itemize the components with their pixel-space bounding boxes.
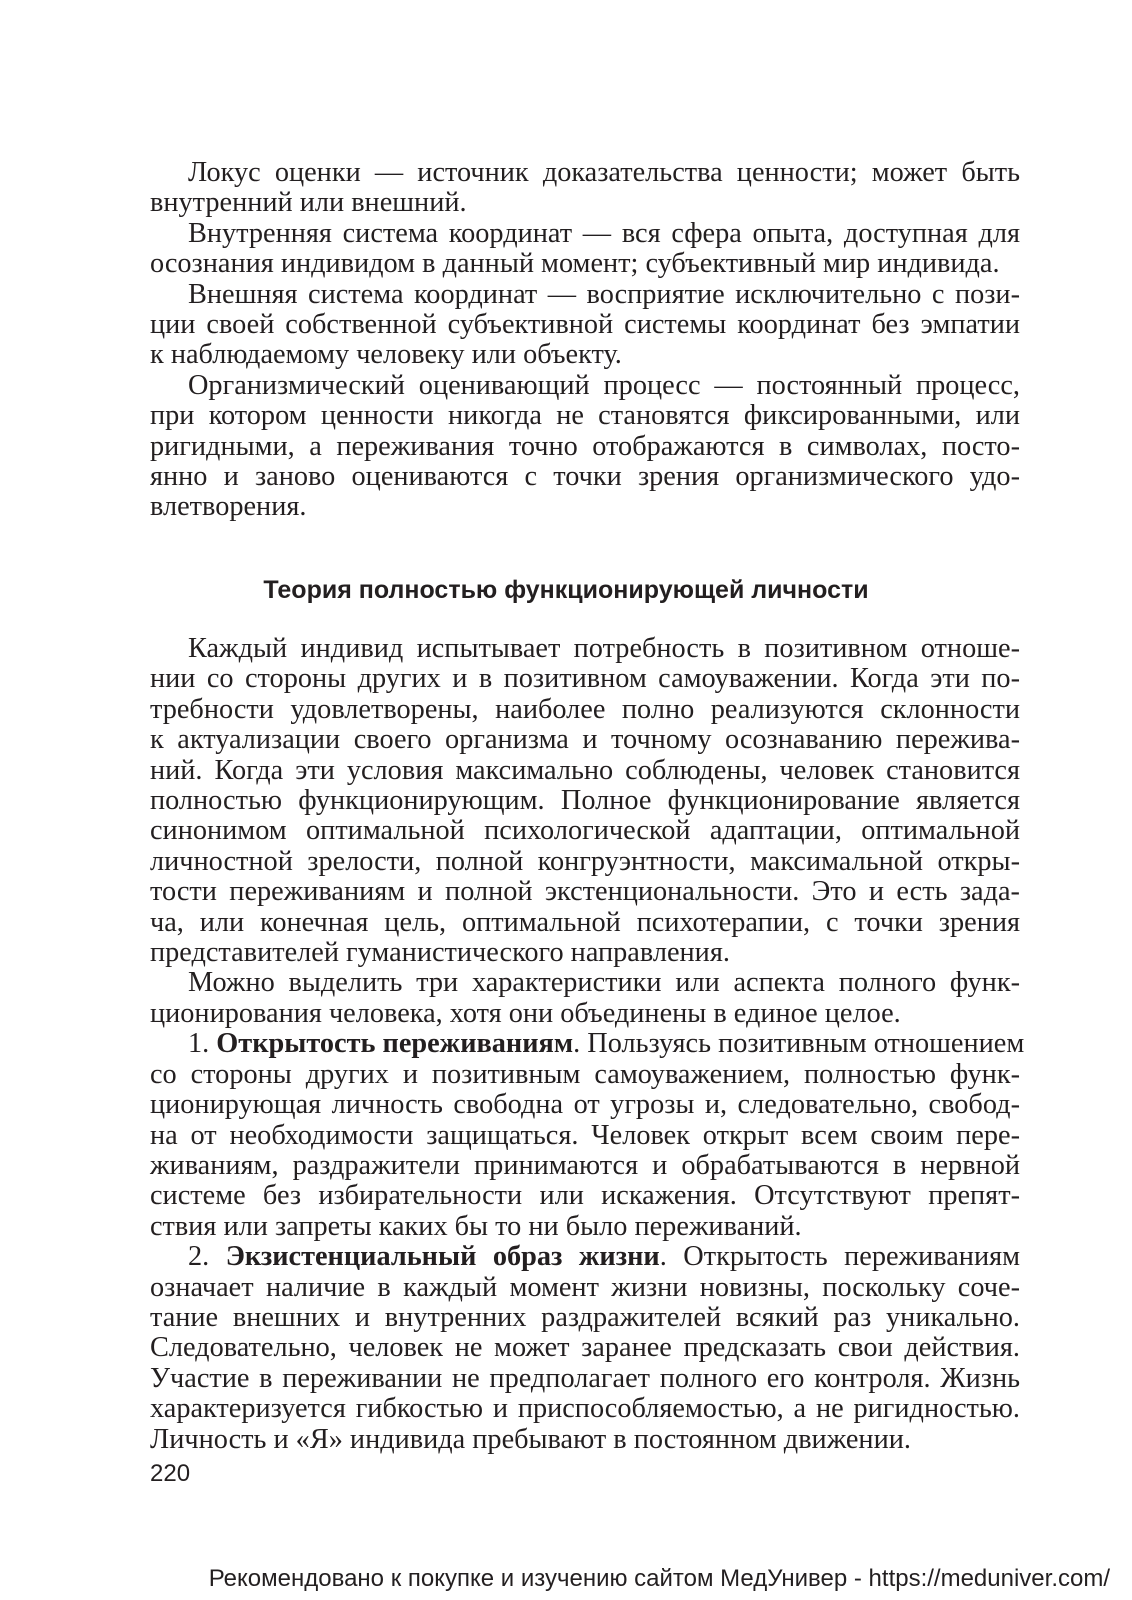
text-line: личностной зрелости, полной конгруэнтности, максимальной откры- bbox=[150, 845, 1020, 877]
text-line: характеризуется гибкостью и приспособляемостью, а не ригидностью. bbox=[150, 1393, 1020, 1425]
text-line: ционирующая личность свободна от угрозы и, следовательно, свобод- bbox=[150, 1089, 1020, 1121]
text-line: влетворения. bbox=[150, 491, 307, 523]
text-line: Организмический оценивающий процесс — постоянный процесс, bbox=[188, 369, 1020, 401]
page-number: 220 bbox=[150, 1460, 191, 1487]
text-line: представителей гуманистического направления. bbox=[150, 937, 730, 969]
intro-paragraph bbox=[150, 158, 1020, 219]
text-line: Можно выделить три характеристики или аспекта полного функ- bbox=[188, 967, 1020, 999]
text-line: Внешняя система координат — восприятие исключительно с пози- bbox=[188, 278, 1020, 310]
text-line: Следовательно, человек не может заранее предсказать свои действия. bbox=[150, 1332, 1020, 1364]
text-line bbox=[150, 1028, 1025, 1060]
text-line: Каждый индивид испытывает потребность в позитивном отноше- bbox=[188, 633, 1020, 664]
text-line: синонимом оптимальной психологической адаптации, оптимальной bbox=[150, 815, 1020, 847]
section-heading: Теория полностью функционирующей личности bbox=[263, 576, 869, 604]
intro-paragraph bbox=[150, 371, 1020, 523]
list-item-2 bbox=[150, 1242, 1020, 1455]
text-line: нии со стороны других и в позитивном самоуважении. Когда эти по- bbox=[150, 663, 1020, 695]
text-line: Личность и «Я» индивида пребывают в постоянном движении. bbox=[150, 1423, 911, 1455]
text-block-intro bbox=[150, 158, 1020, 523]
text-line: ционирования человека, хотя они объединены в единое целое. bbox=[150, 997, 901, 1029]
intro-paragraph bbox=[150, 280, 1020, 371]
text-line: внутренний или внешний. bbox=[150, 187, 467, 219]
text-line: полностью функционирующим. Полное функционирование является bbox=[150, 785, 1020, 817]
text-line: живаниям, раздражители принимаются и обрабатываются в нервной bbox=[150, 1149, 1020, 1181]
text-line: ции своей собственной субъективной системы координат без эмпатии bbox=[150, 309, 1020, 341]
item-title-rest: . Открытость переживаниям bbox=[659, 1241, 1021, 1273]
item-title: Открытость переживаниям bbox=[216, 1028, 574, 1060]
text-line: Участие в переживании не предполагает полного его контроля. Жизнь bbox=[150, 1362, 1020, 1394]
text-line: Внутренняя система координат — вся сфера опыта, доступная для bbox=[188, 217, 1020, 249]
body-paragraph bbox=[150, 968, 1020, 1029]
text-line: янно и заново оцениваются с точки зрения организмического удо- bbox=[150, 461, 1020, 493]
text-line: ча, или конечная цель, оптимальной психотерапии, с точки зрения bbox=[150, 906, 1020, 938]
text-line: к наблюдаемому человеку или объекту. bbox=[150, 339, 622, 371]
text-line bbox=[150, 1242, 1020, 1272]
body-paragraph bbox=[150, 634, 1020, 968]
item-number: 2. bbox=[188, 1241, 226, 1273]
text-line: ствия или запреты каких бы то ни было переживаний. bbox=[150, 1210, 802, 1242]
text-block-body bbox=[150, 633, 1025, 1455]
item-title-rest: . Пользуясь позитивным отношением bbox=[573, 1028, 1025, 1060]
text-line: требности удовлетворены, наиболее полно реализуются склонности bbox=[150, 693, 1020, 725]
footer-watermark: Рекомендовано к покупке и изучению сайтом МедУнивер - https://meduniver.com/ bbox=[208, 1565, 1110, 1592]
list-item-1 bbox=[150, 1028, 1025, 1242]
text-line: ригидными, а переживания точно отображаются в символах, посто- bbox=[150, 430, 1020, 462]
text-line: ний. Когда эти условия максимально соблюдены, человек становится bbox=[150, 754, 1020, 786]
text-line: со стороны других и позитивным самоуважением, полностью функ- bbox=[150, 1058, 1020, 1090]
text-line: тости переживаниям и полной экстенциональности. Это и есть зада- bbox=[150, 876, 1020, 908]
text-line: системе без избирательности или искажения. Отсутствуют препят- bbox=[150, 1180, 1020, 1212]
text-line: тание внешних и внутренних раздражителей всякий раз уникально. bbox=[150, 1301, 1020, 1333]
text-line: на от необходимости защищаться. Человек открыт всем своим пере- bbox=[150, 1119, 1020, 1151]
item-title: Экзистенциальный образ жизни bbox=[225, 1241, 660, 1273]
text-line: Локус оценки — источник доказательства ценности; может быть bbox=[188, 157, 1020, 188]
intro-paragraph bbox=[150, 219, 1020, 280]
text-line: осознания индивидом в данный момент; субъективный мир индивида. bbox=[150, 248, 1000, 280]
text-line: означает наличие в каждый момент жизни новизны, поскольку соче- bbox=[150, 1271, 1020, 1303]
text-line: при котором ценности никогда не становятся фиксированными, или bbox=[150, 400, 1020, 432]
item-number: 1. bbox=[188, 1028, 217, 1060]
text-line: к актуализации своего организма и точному осознаванию пережива- bbox=[150, 724, 1020, 756]
